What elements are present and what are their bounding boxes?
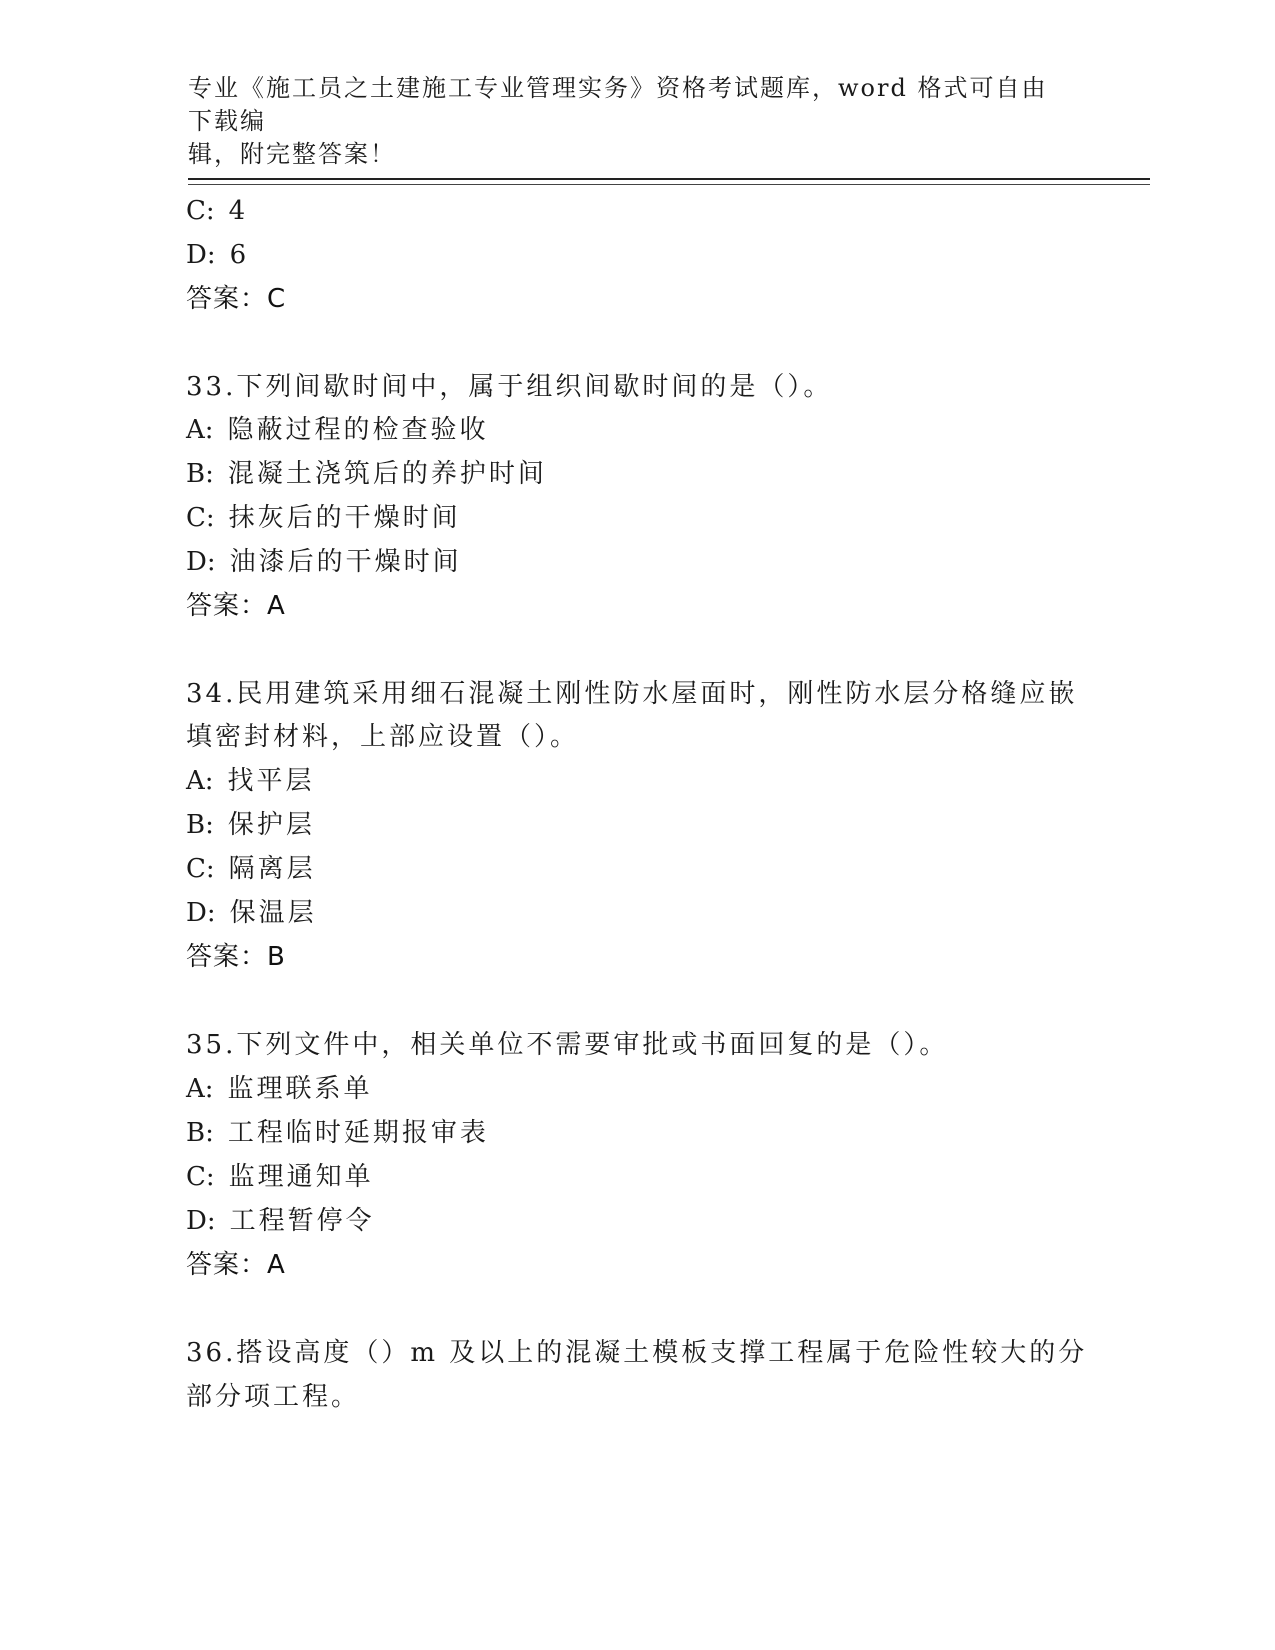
option-c — [186, 194, 248, 228]
option-text: 保温层 — [229, 898, 317, 928]
option-letter: D: — [186, 1206, 216, 1236]
option-d — [186, 896, 317, 930]
option-a — [186, 764, 315, 798]
question-33-stem: 33.下列间歇时间中，属于组织间歇时间的是（）。 — [186, 372, 833, 402]
option-letter: D: — [186, 547, 216, 577]
option-d — [186, 238, 249, 272]
option-a — [186, 413, 489, 447]
option-letter: C: — [186, 854, 215, 884]
option-letter: A: — [186, 1074, 214, 1104]
option-letter: C: — [186, 1162, 215, 1192]
question-34-stem-line-2: 填密封材料，上部应设置（）。 — [186, 722, 580, 752]
option-letter: C: — [186, 503, 215, 533]
option-text: 混凝土浇筑后的养护时间 — [227, 459, 547, 489]
option-text: 监理通知单 — [228, 1162, 374, 1192]
option-c — [186, 501, 461, 535]
option-letter: B: — [186, 1118, 214, 1148]
option-c — [186, 1160, 374, 1194]
option-d — [186, 1204, 375, 1238]
option-letter: D: — [186, 898, 216, 928]
option-text: 工程暂停令 — [229, 1206, 375, 1236]
option-a — [186, 1072, 373, 1106]
option-d — [186, 545, 462, 579]
option-text: 保护层 — [227, 810, 315, 840]
option-text: 4 — [228, 196, 249, 226]
question-36-stem-line-2: 部分项工程。 — [186, 1382, 361, 1412]
question-34-stem-line-1: 34.民用建筑采用细石混凝土刚性防水屋面时，刚性防水层分格缝应嵌 — [186, 679, 1078, 709]
header-divider-thin — [188, 184, 1150, 185]
option-b — [186, 1116, 489, 1150]
header-line-2: 辑，附完整答案！ — [188, 140, 396, 168]
option-letter: A: — [186, 766, 214, 796]
option-text: 油漆后的干燥时间 — [229, 547, 462, 577]
option-letter: B: — [186, 810, 214, 840]
option-text: 隐蔽过程的检查验收 — [227, 415, 489, 445]
option-text: 隔离层 — [228, 854, 316, 884]
option-b — [186, 457, 547, 491]
answer-line: 答案：B — [186, 942, 286, 972]
answer-line: 答案：C — [186, 284, 287, 314]
document-header — [188, 72, 1068, 171]
option-b — [186, 808, 315, 842]
option-letter: B: — [186, 459, 214, 489]
question-36-stem-line-1: 36.搭设高度（）m 及以上的混凝土模板支撑工程属于危险性较大的分 — [186, 1338, 1088, 1368]
option-text: 监理联系单 — [227, 1074, 373, 1104]
option-letter: D: — [186, 240, 216, 270]
option-text: 找平层 — [227, 766, 315, 796]
option-text: 抹灰后的干燥时间 — [228, 503, 461, 533]
option-text: 6 — [229, 240, 250, 270]
option-c — [186, 852, 316, 886]
option-text: 工程临时延期报审表 — [227, 1118, 489, 1148]
answer-line: 答案：A — [186, 591, 286, 621]
header-divider-thick — [188, 178, 1150, 180]
answer-line: 答案：A — [186, 1250, 286, 1280]
question-35-stem: 35.下列文件中，相关单位不需要审批或书面回复的是（）。 — [186, 1030, 949, 1060]
option-letter: C: — [186, 196, 215, 226]
header-line-1: 专业《施工员之土建施工专业管理实务》资格考试题库，word 格式可自由下载编 — [188, 74, 1048, 135]
option-letter: A: — [186, 415, 214, 445]
